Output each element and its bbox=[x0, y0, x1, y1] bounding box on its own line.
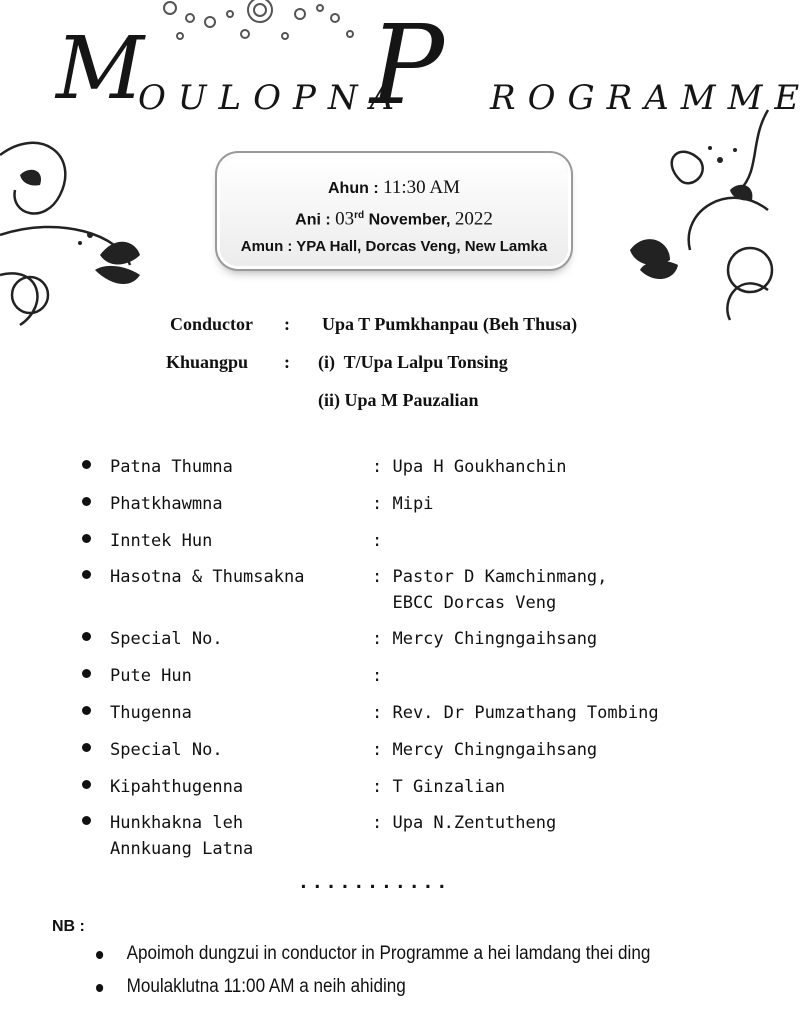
program-item: Thugenna : Rev. Dr Pumzathang Tombing bbox=[78, 700, 758, 737]
khuangpu-value-2: (ii) Upa M Pauzalian bbox=[318, 390, 479, 410]
bullet-icon bbox=[82, 780, 91, 789]
program-item: Special No. : Mercy Chingngaihsang bbox=[78, 626, 758, 663]
bullet-icon bbox=[82, 632, 91, 641]
title-word-moulopna: OULOPNA bbox=[138, 78, 407, 118]
bullet-icon bbox=[82, 534, 91, 543]
page-title bbox=[40, 1, 811, 129]
bullet-icon bbox=[82, 669, 91, 678]
bullet-icon bbox=[96, 984, 103, 992]
nb-label: NB : bbox=[52, 918, 85, 935]
event-time: Ahun : 11:30 AM bbox=[328, 177, 460, 198]
program-item: Inntek Hun : bbox=[78, 528, 758, 565]
title-initial-m: M bbox=[56, 19, 145, 119]
bullet-icon bbox=[82, 460, 91, 469]
separator-dots: ........... bbox=[298, 872, 451, 893]
bullet-icon bbox=[82, 816, 91, 825]
conductor-separator: : bbox=[284, 314, 290, 334]
conductor-label: Conductor bbox=[170, 314, 254, 334]
program-item: Kipahthugenna : T Ginzalian bbox=[78, 774, 758, 811]
conductor-value: Upa T Pumkhanpau (Beh Thusa) bbox=[322, 314, 578, 334]
khuangpu-label: Khuangpu bbox=[166, 352, 249, 372]
program-item: Pute Hun : bbox=[78, 663, 758, 700]
event-date: Ani : 03rd November, 2022 bbox=[295, 208, 493, 230]
bullet-icon bbox=[82, 743, 91, 752]
program-item: Hasotna & Thumsakna : Pastor D Kamchinmang, EBCC Dorcas Veng bbox=[78, 564, 758, 626]
left-flourish-decoration bbox=[0, 125, 150, 335]
program-item: Special No. : Mercy Chingngaihsang bbox=[78, 737, 758, 774]
event-venue: Amun : YPA Hall, Dorcas Veng, New Lamka bbox=[240, 238, 548, 256]
program-item: Hunkhakna leh Annkuang Latna : Upa N.Zentutheng bbox=[78, 810, 758, 872]
khuangpu-value-1: (i) T/Upa Lalpu Tonsing bbox=[318, 352, 508, 372]
bullet-icon bbox=[82, 706, 91, 715]
title-word-programme: ROGRAMME bbox=[490, 78, 811, 118]
bullet-icon bbox=[82, 497, 91, 506]
bullet-icon bbox=[82, 570, 91, 579]
khuangpu-separator: : bbox=[284, 352, 290, 372]
program-item: Phatkhawmna : Mipi bbox=[78, 491, 758, 528]
program-list bbox=[78, 454, 758, 872]
event-info-box bbox=[220, 156, 568, 266]
right-flourish-decoration bbox=[620, 100, 768, 340]
bullet-icon bbox=[96, 951, 103, 959]
program-item: Patna Thumna : Upa H Goukhanchin bbox=[78, 454, 758, 491]
title-initial-p: P bbox=[370, 1, 445, 129]
